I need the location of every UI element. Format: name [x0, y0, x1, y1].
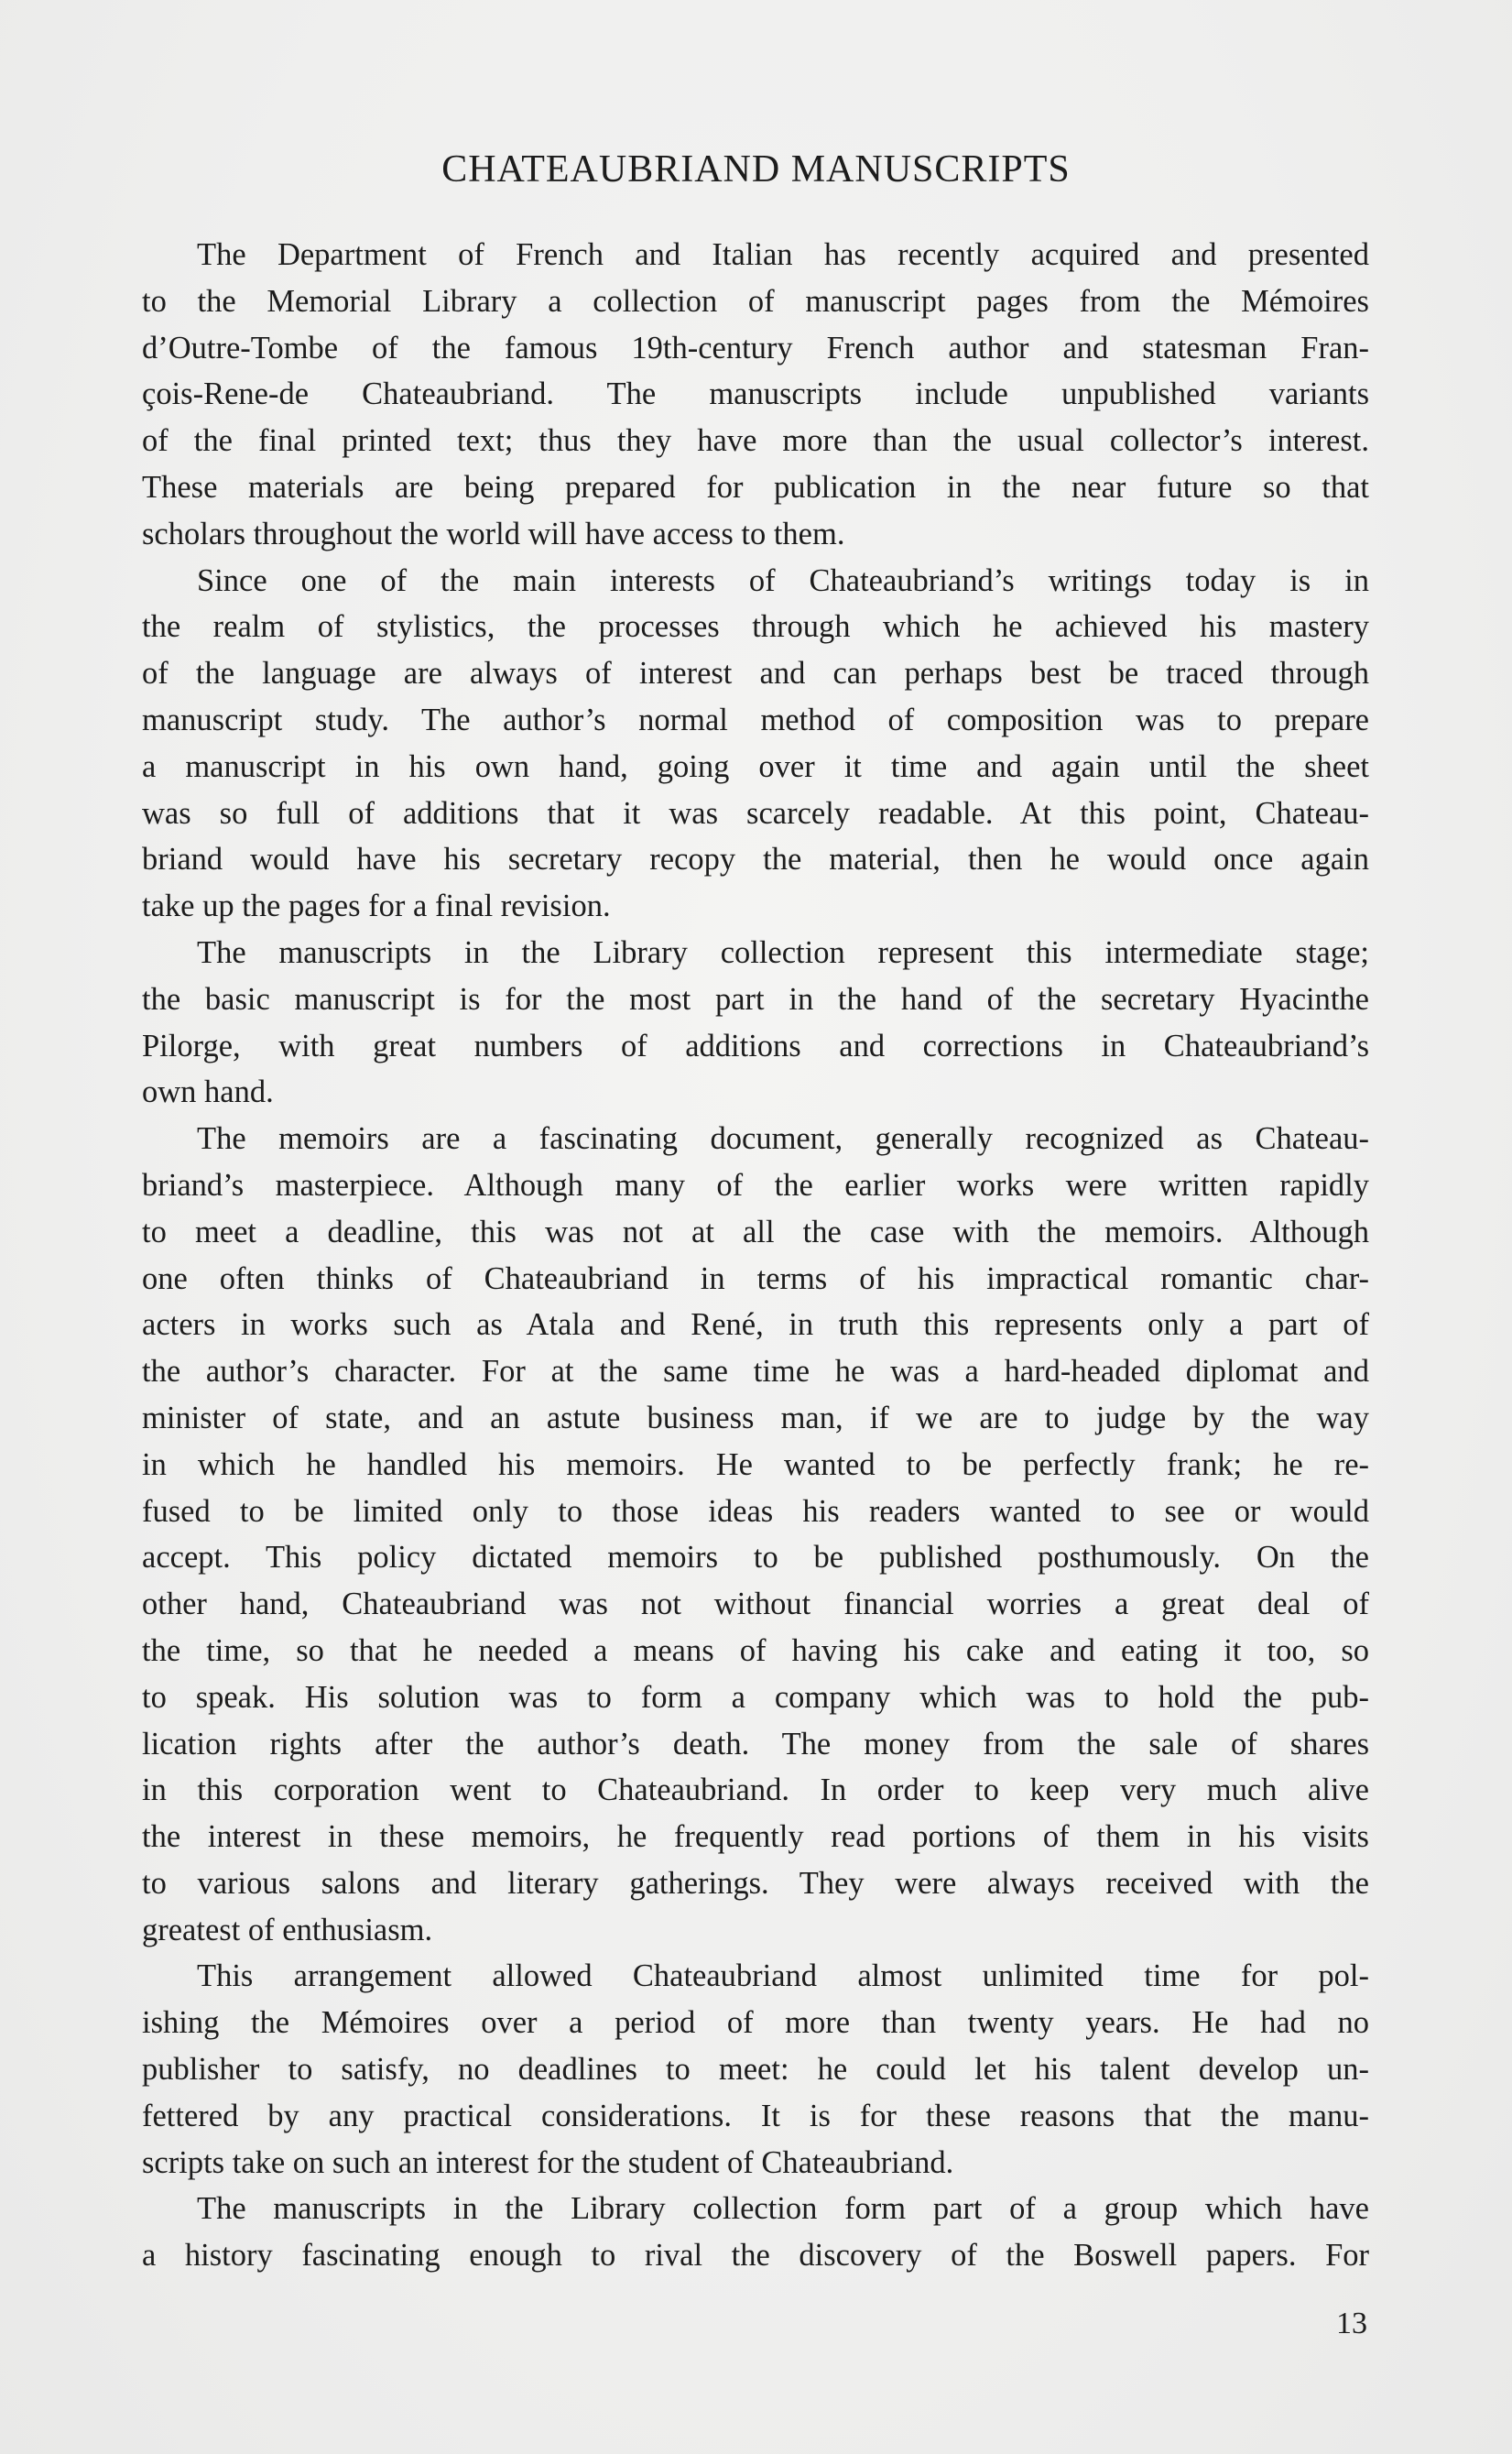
text-line: of the language are always of interest and can perhaps best be traced through [142, 656, 1369, 692]
text-line: Pilorge, with great numbers of additions and corrections in Chateaubriand’s [142, 1028, 1369, 1063]
text-line: fused to be limited only to those ideas his readers wanted to see or would [142, 1493, 1369, 1529]
text-line: take up the pages for a final revision. [142, 889, 611, 924]
text-line: a history fascinating enough to rival the discovery of the Boswell papers. For [142, 2238, 1369, 2274]
text-line: scripts take on such an interest for the student of Chateaubriand. [142, 2144, 954, 2180]
text-line: the time, so that he needed a means of having his cake and eating it too, so [142, 1632, 1369, 1668]
text-line: own hand. [142, 1074, 274, 1110]
text-line: to meet a deadline, this was not at all the case with the memoirs. Although [142, 1214, 1369, 1249]
text-line: This arrangement allowed Chateaubriand almost unlimited time for pol- [197, 1958, 1369, 1994]
text-line: to the Memorial Library a collection of manuscript pages from the Mémoires [142, 283, 1369, 319]
text-line: greatest of enthusiasm. [142, 1912, 433, 1947]
text-line: in which he handled his memoirs. He wanted to be perfectly frank; he re- [142, 1446, 1369, 1482]
text-line: other hand, Chateaubriand was not without financial worries a great deal of [142, 1587, 1369, 1622]
text-line: a manuscript in his own hand, going over it time and again until the sheet [142, 748, 1369, 784]
text-line: d’Outre-Tombe of the famous 19th-century French author and statesman Fran- [142, 330, 1369, 365]
text-line: publisher to satisfy, no deadlines to meet: he could let his talent develop un- [142, 2052, 1369, 2088]
text-line: fettered by any practical considerations. It is for these reasons that the manu- [142, 2098, 1369, 2133]
text-line: of the final printed text; thus they have more than the usual collector’s interest. [142, 423, 1369, 459]
text-line: The manuscripts in the Library collection represent this intermediate stage; [197, 934, 1369, 970]
text-line: These materials are being prepared for publication in the near future so that [142, 469, 1369, 505]
text-line: scholars throughout the world will have access to them. [142, 516, 845, 551]
text-line: acters in works such as Atala and René, in truth this represents only a part of [142, 1307, 1369, 1343]
text-line: was so full of additions that it was scarcely readable. At this point, Chateau- [142, 795, 1369, 831]
text-line: the author’s character. For at the same time he was a hard-headed diplomat and [142, 1354, 1369, 1390]
text-line: manuscript study. The author’s normal method of composition was to prepare [142, 702, 1369, 737]
article-body [142, 232, 1369, 2279]
text-line: one often thinks of Chateaubriand in terms of his impractical romantic char- [142, 1260, 1369, 1296]
text-line: briand would have his secretary recopy the material, then he would once again [142, 842, 1369, 878]
text-line: the interest in these memoirs, he frequently read portions of them in his visits [142, 1819, 1369, 1855]
article-title: CHATEAUBRIAND MANUSCRIPTS [441, 148, 1071, 191]
text-line: to various salons and literary gatherings. They were always received with the [142, 1865, 1369, 1901]
text-line: the realm of stylistics, the processes through which he achieved his mastery [142, 609, 1369, 645]
text-line: The memoirs are a fascinating document, generally recognized as Chateau- [197, 1121, 1369, 1157]
text-line: the basic manuscript is for the most part in the hand of the secretary Hyacinthe [142, 981, 1369, 1017]
text-line: minister of state, and an astute business man, if we are to judge by the way [142, 1400, 1369, 1435]
text-line: accept. This policy dictated memoirs to be published posthumously. On the [142, 1540, 1369, 1576]
text-line: Since one of the main interests of Chateaubriand’s writings today is in [197, 562, 1369, 598]
text-line: briand’s masterpiece. Although many of the earlier works were written rapidly [142, 1167, 1369, 1203]
text-line: çois-Rene-de Chateaubriand. The manuscripts include unpublished variants [142, 376, 1369, 412]
text-line: The Department of French and Italian has recently acquired and presented [197, 237, 1369, 272]
text-line: lication rights after the author’s death. The money from the sale of shares [142, 1726, 1369, 1761]
text-line: to speak. His solution was to form a company which was to hold the pub- [142, 1679, 1369, 1715]
text-line: The manuscripts in the Library collection form part of a group which have [197, 2191, 1369, 2227]
text-line: ishing the Mémoires over a period of more than twenty years. He had no [142, 2005, 1369, 2041]
text-line: in this corporation went to Chateaubriand. In order to keep very much alive [142, 1772, 1369, 1808]
page-number: 13 [1336, 2307, 1367, 2340]
